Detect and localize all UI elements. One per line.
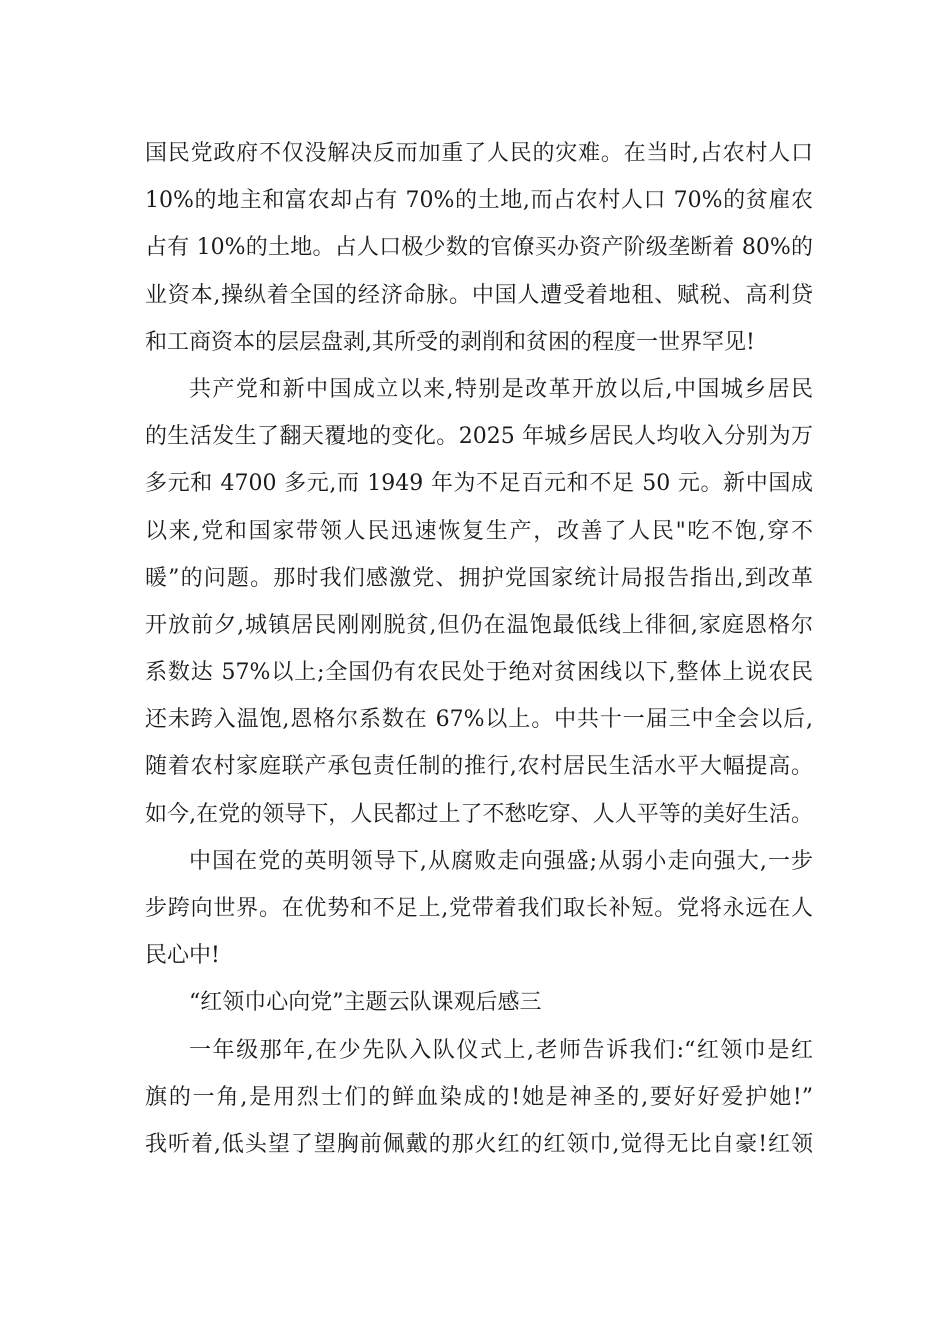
text-line: 占有 10%的土地。占人口极少数的官僚买办资产阶级垄断着 80%的: [145, 235, 813, 261]
text-line: 的生活发生了翻天覆地的变化。2025 年城乡居民人均收入分别为万: [145, 424, 813, 450]
text-line: 民心中!: [145, 943, 220, 969]
text-line: 旗的一角,是用烈士们的鲜血染成的!她是神圣的,要好好爱护她!”: [145, 1084, 813, 1110]
text-line: 随着农村家庭联产承包责任制的推行,农村居民生活水平大幅提高。: [145, 754, 813, 780]
text-line: 系数达 57%以上;全国仍有农民处于绝对贫困线以下,整体上说农民: [145, 660, 813, 686]
paragraph-first-line: 一年级那年,在少先队入队仪式上,老师告诉我们:“红领巾是红: [189, 1037, 813, 1063]
paragraph-first-line: 中国在党的英明领导下,从腐败走向强盛;从弱小走向强大,一步: [189, 848, 813, 874]
text-line: 我听着,低头望了望胸前佩戴的那火红的红领巾,觉得无比自豪!红领: [145, 1131, 813, 1157]
paragraph-first-line: 共产党和新中国成立以来,特别是改革开放以后,中国城乡居民: [189, 376, 813, 402]
text-line: 步跨向世界。在优势和不足上,党带着我们取长补短。党将永远在人: [145, 896, 813, 921]
text-line: 暖”的问题。那时我们感激党、拥护党国家统计局报告指出,到改革: [145, 565, 813, 591]
text-line: 10%的地主和富农却占有 70%的土地,而占农村人口 70%的贫雇农: [145, 188, 813, 214]
text-line: 和工商资本的层层盘剥,其所受的剥削和贫困的程度一世界罕见!: [145, 329, 755, 355]
text-line: 如今,在党的领导下，人民都过上了不愁吃穿、人人平等的美好生活。: [145, 801, 813, 827]
text-line: 还未跨入温饱,恩格尔系数在 67%以上。中共十一届三中全会以后,: [145, 707, 813, 733]
document-body: [145, 130, 813, 1168]
text-line: 开放前夕,城镇居民刚刚脱贫,但仍在温饱最低线上徘徊,家庭恩格尔: [145, 612, 813, 638]
text-line: 业资本,操纵着全国的经济命脉。中国人遭受着地租、赋税、高利贷: [145, 282, 813, 308]
section-title: “红领巾心向党”主题云队课观后感三: [189, 990, 542, 1016]
text-line: 国民党政府不仅没解决反而加重了人民的灾难。在当时,占农村人口: [145, 141, 813, 166]
text-line: 多元和 4700 多元,而 1949 年为不足百元和不足 50 元。新中国成: [145, 471, 813, 497]
text-line: 以来,党和国家带领人民迅速恢复生产，改善了人民"吃不饱,穿不: [145, 518, 813, 544]
